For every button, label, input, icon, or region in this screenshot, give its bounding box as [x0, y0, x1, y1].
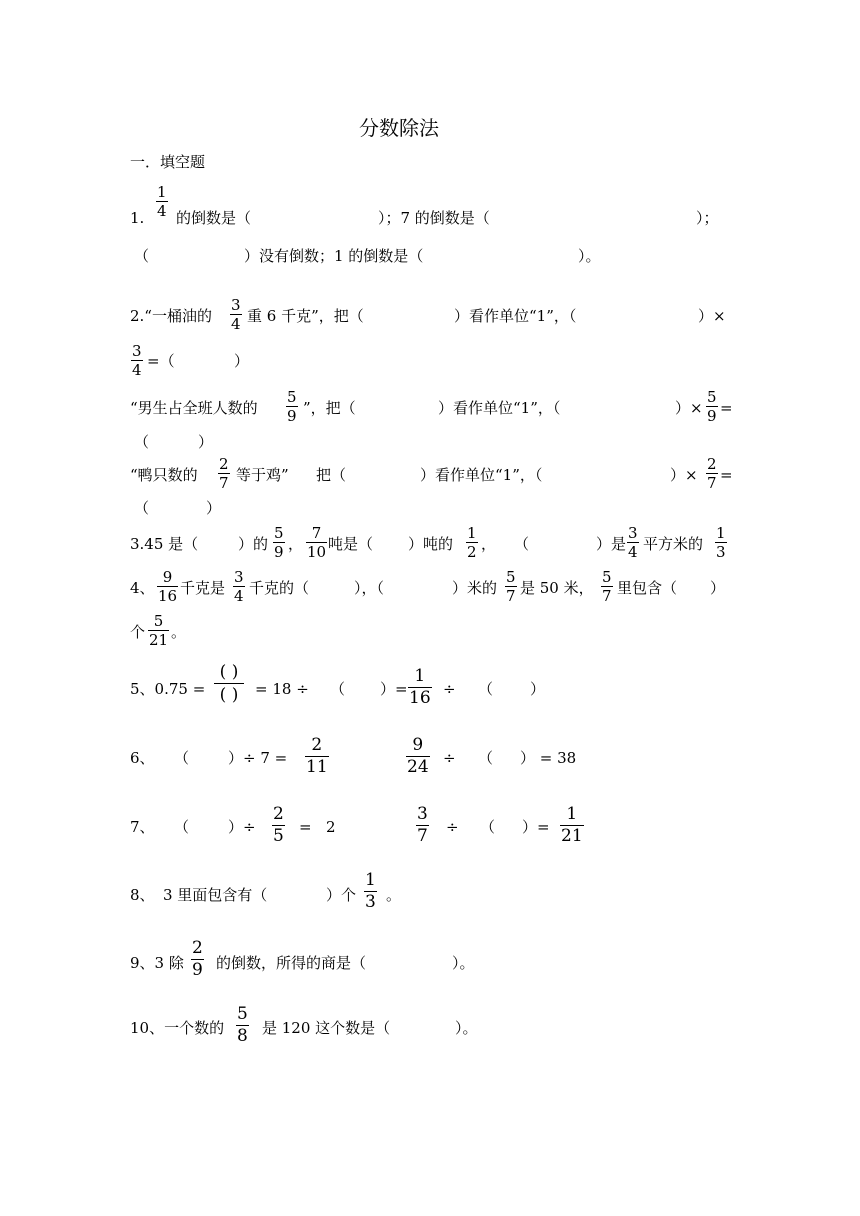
question-text: （	[478, 749, 494, 767]
question-text: 是 50 米，	[520, 579, 594, 597]
question-5-text: 5、0.75 =	[130, 680, 206, 698]
denominator: 5	[273, 826, 284, 846]
numerator: 1	[716, 524, 726, 542]
denominator: 3	[365, 892, 376, 912]
question-text: （	[174, 818, 190, 836]
fraction	[230, 296, 242, 333]
question-text: 。	[171, 623, 187, 641]
question-text: ）÷ 7 =	[228, 749, 288, 767]
question-text: 里包含（	[617, 579, 678, 597]
numerator: 2	[707, 455, 717, 473]
question-text: ）×	[698, 307, 726, 325]
question-text: （	[478, 680, 494, 698]
denominator: 9	[287, 407, 297, 425]
question-text: ） = 38	[520, 749, 577, 767]
numerator: 1	[566, 804, 578, 824]
denominator: 4	[231, 315, 241, 333]
question-2-text: 2.“一桶油的	[130, 307, 212, 325]
question-text: （	[134, 499, 150, 517]
numerator: 1	[157, 183, 167, 201]
question-text: ）=	[522, 818, 550, 836]
question-text: ）米的	[452, 579, 498, 597]
blank-denominator: ( )	[219, 685, 239, 705]
question-text: ，	[288, 535, 304, 553]
blank-fraction	[214, 662, 244, 705]
question-10-text: 10、一个数的	[130, 1019, 225, 1037]
denominator: 4	[157, 202, 167, 220]
question-text: ）×	[670, 466, 698, 484]
fraction	[560, 804, 584, 847]
fraction	[286, 388, 298, 425]
question-text: （	[480, 818, 496, 836]
question-text: ）	[710, 579, 726, 597]
question-text: ）	[198, 433, 214, 451]
denominator: 4	[628, 543, 638, 561]
denominator: 10	[307, 543, 327, 561]
numerator: 9	[412, 735, 424, 755]
fraction	[364, 870, 377, 913]
numerator: 5	[707, 388, 717, 406]
question-text: =	[720, 399, 733, 417]
question-text: ）=	[380, 680, 408, 698]
question-text: 是 120 这个数是（	[262, 1019, 391, 1037]
numerator: 5	[274, 524, 284, 542]
numerator: 3	[417, 804, 428, 824]
numerator: 2	[192, 938, 203, 958]
question-text: 千克的（	[249, 579, 310, 597]
question-text: ）看作单位“1”，（	[438, 399, 561, 417]
denominator: 24	[407, 757, 429, 777]
question-text: ”，把（	[303, 399, 356, 417]
fraction	[236, 1004, 249, 1047]
question-text: ）看作单位“1”，（	[420, 466, 543, 484]
question-text: ），（	[354, 579, 385, 597]
question-text: 。	[386, 886, 402, 904]
numerator: 5	[287, 388, 297, 406]
question-text: ）的	[238, 535, 269, 553]
question-text: 吨是（	[328, 535, 374, 553]
question-4-number: 4、	[130, 579, 155, 597]
fraction	[505, 568, 517, 605]
denominator: 7	[219, 474, 229, 492]
numerator: 3	[628, 524, 638, 542]
question-text: 等于鸡”	[236, 466, 289, 484]
fraction	[305, 735, 329, 778]
question-text: ）是	[596, 535, 627, 553]
fraction	[715, 524, 727, 561]
question-text: = 18 ÷	[255, 680, 309, 698]
numerator: 1	[414, 666, 426, 686]
fraction	[148, 612, 169, 649]
fraction	[272, 804, 285, 847]
fraction	[156, 183, 168, 220]
page-title: 分数除法	[359, 116, 439, 140]
fraction	[273, 524, 285, 561]
numerator: 5	[237, 1004, 248, 1024]
question-text: 重 6 千克”，把（	[247, 307, 364, 325]
fraction	[306, 524, 327, 561]
denominator: 9	[274, 543, 284, 561]
question-3-text: 3.45 是（	[130, 535, 199, 553]
numerator: 7	[311, 524, 322, 542]
denominator: 8	[237, 1026, 248, 1046]
denominator: 7	[602, 587, 612, 605]
question-text: ）。	[455, 1019, 478, 1037]
question-9-text: 9、3 除	[130, 954, 184, 972]
fraction	[191, 938, 204, 981]
fraction	[416, 804, 429, 847]
question-text: ）看作单位“1”，（	[454, 307, 577, 325]
fraction	[466, 524, 478, 561]
denominator: 16	[409, 688, 431, 708]
question-text: =	[299, 818, 312, 836]
fraction	[706, 455, 718, 492]
numerator: 3	[231, 296, 241, 314]
question-text: ）÷	[228, 818, 256, 836]
question-text: ）；7 的倒数是（	[378, 209, 490, 227]
numerator: 1	[467, 524, 477, 542]
fraction	[601, 568, 613, 605]
fraction	[406, 735, 430, 778]
numerator: 1	[365, 870, 376, 890]
question-7-number: 7、	[130, 818, 155, 836]
question-8-number: 8、	[130, 886, 155, 904]
question-text: ，	[481, 535, 497, 553]
numerator: 3	[132, 342, 142, 360]
section-heading: 一．填空题	[130, 153, 206, 171]
denominator: 21	[149, 631, 169, 649]
question-text: ）；	[696, 209, 719, 227]
denominator: 11	[306, 757, 328, 777]
question-text: ）。	[452, 954, 475, 972]
question-text: ÷	[443, 749, 456, 767]
question-text: ）×	[675, 399, 703, 417]
fraction	[233, 568, 245, 605]
denominator: 7	[707, 474, 717, 492]
blank-numerator: ( )	[219, 662, 239, 682]
denominator: 16	[158, 587, 178, 605]
question-text: 3 里面包含有（	[163, 886, 268, 904]
denominator: 2	[467, 543, 477, 561]
question-text: 千克是	[180, 579, 226, 597]
denominator: 7	[506, 587, 516, 605]
question-text: （	[514, 535, 530, 553]
denominator: 9	[192, 960, 203, 980]
denominator: 9	[707, 407, 717, 425]
question-text: ÷	[446, 818, 459, 836]
question-text: 个	[130, 623, 146, 641]
denominator: 3	[716, 543, 726, 561]
question-text: =	[720, 466, 733, 484]
question-text: 的倒数是（	[176, 209, 252, 227]
question-text: ）吨的	[408, 535, 454, 553]
numerator: 2	[311, 735, 323, 755]
numerator: 9	[162, 568, 173, 586]
question-text: 2	[326, 818, 336, 836]
question-text: 平方米的	[643, 535, 704, 553]
fraction	[706, 388, 718, 425]
question-text: 的倒数，所得的商是（	[216, 954, 367, 972]
denominator: 4	[132, 361, 142, 379]
fraction	[408, 666, 432, 709]
numerator: 2	[219, 455, 229, 473]
denominator: 21	[561, 826, 583, 846]
question-6-number: 6、	[130, 749, 155, 767]
question-text: ）	[530, 680, 546, 698]
question-text: ）	[234, 352, 250, 370]
fraction	[131, 342, 143, 379]
question-text: （	[134, 433, 150, 451]
question-text: （	[174, 749, 190, 767]
question-text: （	[134, 247, 150, 265]
fraction-bar	[214, 683, 244, 684]
question-text: 把（	[316, 466, 347, 484]
fraction	[218, 455, 230, 492]
question-text: ÷	[443, 680, 456, 698]
question-text: “鸭只数的	[130, 466, 198, 484]
numerator: 2	[273, 804, 284, 824]
question-text: =（	[147, 352, 175, 370]
question-1-number: 1.	[130, 209, 145, 227]
numerator: 5	[506, 568, 516, 586]
question-text: ）	[206, 499, 222, 517]
numerator: 3	[234, 568, 244, 586]
question-text: ）个	[326, 886, 357, 904]
question-text: ）没有倒数；1 的倒数是（	[244, 247, 424, 265]
denominator: 4	[234, 587, 244, 605]
fraction	[627, 524, 639, 561]
question-text: “男生占全班人数的	[130, 399, 258, 417]
numerator: 5	[602, 568, 612, 586]
fraction	[157, 568, 178, 605]
numerator: 5	[153, 612, 164, 630]
question-text: ）。	[578, 247, 601, 265]
denominator: 7	[417, 826, 428, 846]
question-text: （	[330, 680, 346, 698]
